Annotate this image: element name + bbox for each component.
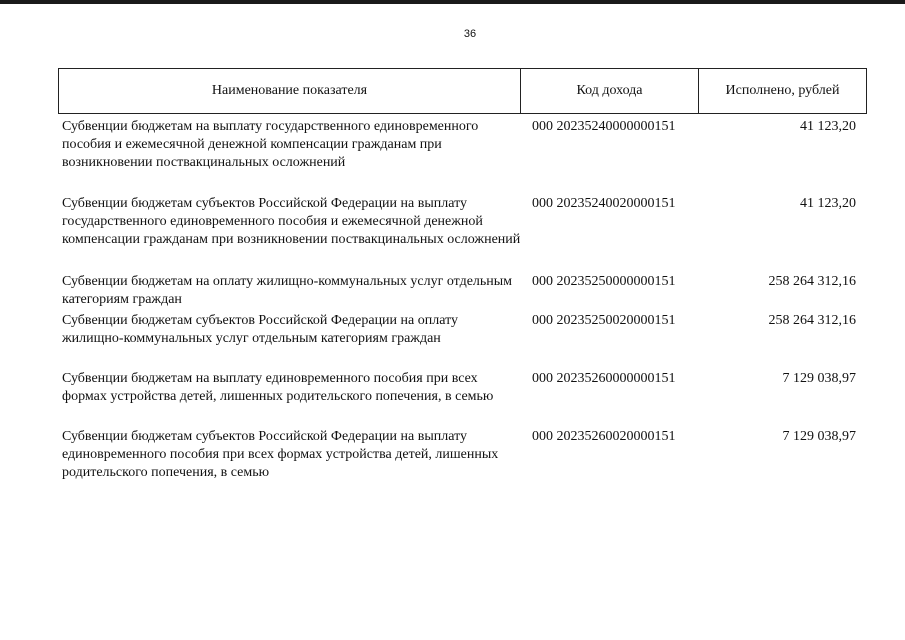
row-income-code: 000 20235260020000151 xyxy=(532,429,676,444)
row-executed-amount: 258 264 312,16 xyxy=(768,274,856,289)
row-executed-amount: 7 129 038,97 xyxy=(782,429,856,444)
header-income-code: Код дохода xyxy=(521,69,699,113)
page-number: 36 xyxy=(463,28,477,40)
row-executed-amount: 41 123,20 xyxy=(800,196,856,211)
row-executed-amount: 7 129 038,97 xyxy=(782,371,856,386)
row-income-code: 000 20235240020000151 xyxy=(532,196,676,211)
header-indicator-name: Наименование показателя xyxy=(59,69,521,113)
row-income-code: 000 20235260000000151 xyxy=(532,371,676,386)
table-header xyxy=(58,68,867,114)
row-indicator-name: Субвенции бюджетам субъектов Российской Федерации на выплату единовременного пособия при всех формах устройства детей, лишенных родительского попечения, в семью xyxy=(62,429,499,480)
row-indicator-name: Субвенции бюджетам на выплату единовременного пособия при всех формах устройства детей, лишенных родительского попечения, в семью xyxy=(62,371,494,404)
row-income-code: 000 20235250020000151 xyxy=(532,313,676,328)
row-indicator-name: Субвенции бюджетам субъектов Российской Федерации на оплату жилищно-коммунальных услуг отдельным категориям граждан xyxy=(62,313,459,346)
header-executed-amount: Исполнено, рублей xyxy=(725,83,840,98)
row-executed-amount: 41 123,20 xyxy=(800,119,856,134)
row-income-code: 000 20235250000000151 xyxy=(532,274,676,289)
row-income-code: 000 20235240000000151 xyxy=(532,119,676,134)
row-indicator-name: Субвенции бюджетам на оплату жилищно-коммунальных услуг отдельным категориям граждан xyxy=(62,274,513,307)
row-executed-amount: 258 264 312,16 xyxy=(768,313,856,328)
row-indicator-name: Субвенции бюджетам на выплату государственного единовременного пособия и ежемесячной денежной компенсации гражданам при возникновении поствакцинальных осложнений xyxy=(62,119,479,170)
scan-top-border xyxy=(0,0,905,4)
row-indicator-name: Субвенции бюджетам субъектов Российской Федерации на выплату государственного единовременного пособия и ежемесячной денежной компенсации гражданам при возникновении поствакцинальных осложнений xyxy=(62,196,521,247)
